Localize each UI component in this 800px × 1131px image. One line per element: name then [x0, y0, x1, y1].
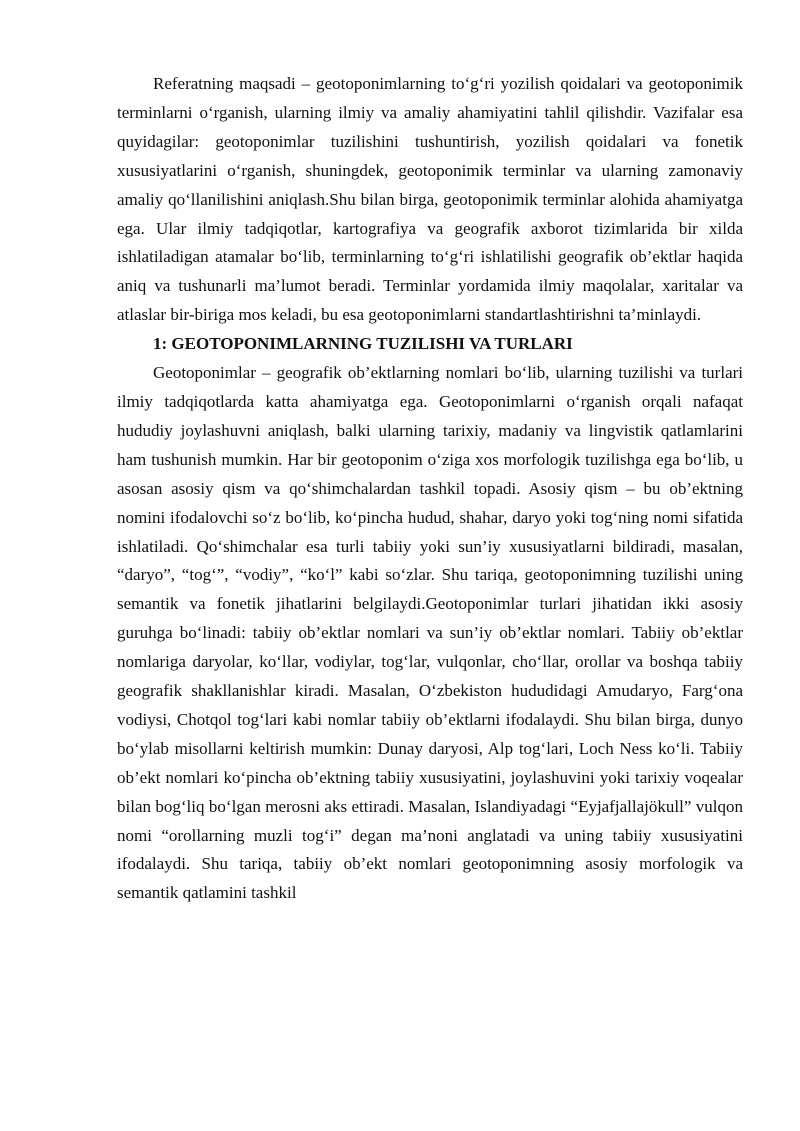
document-page — [117, 70, 743, 908]
body-paragraph: Referatning maqsadi – geotoponimlarning to‘g‘ri yozilish qoidalari va geotoponimik terminlarni o‘rganish, ularning ilmiy va amaliy ahamiyatini tahlil qilishdir. Vazifalar esa quyidagilar: geotoponimlar tuzilishini tushuntirish, yozilish qoidalari va fonetik xususiyatlarini o‘rganish, shuningdek, geotoponimik terminlar va ularning zamonaviy amaliy qo‘llanilishini aniqlash.Shu bilan birga, geotoponimik terminlar alohida ahamiyatga ega. Ular ilmiy tadqiqotlar, kartografiya va geografik axborot tizimlarida bir xilda ishlatiladigan atamalar bo‘lib, terminlarning to‘g‘ri ishlatilishi geografik ob’ektlar haqida aniq va tushunarli ma’lumot beradi. Terminlar yordamida ilmiy maqolalar, xaritalar va atlaslar bir-biriga mos keladi, bu esa geotoponimlarni standartlashtirishni ta’minlaydi. — [117, 74, 743, 325]
section-heading: 1: GEOTOPONIMLARNING TUZILISHI VA TURLARI — [153, 334, 573, 354]
body-paragraph: Geotoponimlar – geografik ob’ektlarning nomlari bo‘lib, ularning tuzilishi va turlari ilmiy tadqiqotlarda katta ahamiyatga ega. Geotoponimlarni o‘rganish orqali nafaqat hududiy joylashuvni aniqlash, balki ularning tarixiy, madaniy va lingvistik qatlamlarini ham tushunish mumkin. Har bir geotoponim o‘ziga xos morfologik tuzilishga ega bo‘lib, u asosan asosiy qism va qo‘shimchalardan tashkil topadi. Asosiy qism – bu ob’ektning nomini ifodalovchi so‘z bo‘lib, ko‘pincha hudud, shahar, daryo yoki tog‘ning nomi sifatida ishlatiladi. Qo‘shimchalar esa turli tabiiy yoki sun’iy xususiyatlarni bildiradi, masalan, “daryo”, “tog‘”, “vodiy”, “ko‘l” kabi so‘zlar. Shu tariqa, geotoponimning tuzilishi uning semantik va fonetik jihatlarini belgilaydi.Geotoponimlar turlari jihatidan ikki asosiy guruhga bo‘linadi: tabiiy ob’ektlar nomlari va sun’iy ob’ektlar nomlari. Tabiiy ob’ektlar nomlariga daryolar, ko‘llar, vodiylar, tog‘lar, vulqonlar, cho‘llar, orollar va boshqa tabiiy geografik shakllanishlar kiradi. Masalan, O‘zbekiston hududidagi Amudaryo, Farg‘ona vodiysi, Chotqol tog‘lari kabi nomlar tabiiy ob’ektlarni ifodalaydi. Shu bilan birga, dunyo bo‘ylab misollarni keltirish mumkin: Dunay daryosi, Alp tog‘lari, Loch Ness ko‘li. Tabiiy ob’ekt nomlari ko‘pincha ob’ektning tabiiy xususiyatini, joylashuvini yoki tarixiy voqealar bilan bog‘liq bo‘lgan merosni aks ettiradi. Masalan, Islandiyadagi “Eyjafjallajökull” vulqon nomi “orollarning muzli tog‘i” degan ma’noni anglatadi va uning tabiiy xususiyatini ifodalaydi. Shu tariqa, tabiiy ob’ekt nomlari geotoponimning asosiy morfologik va semantik qatlamini tashkil — [117, 363, 743, 903]
